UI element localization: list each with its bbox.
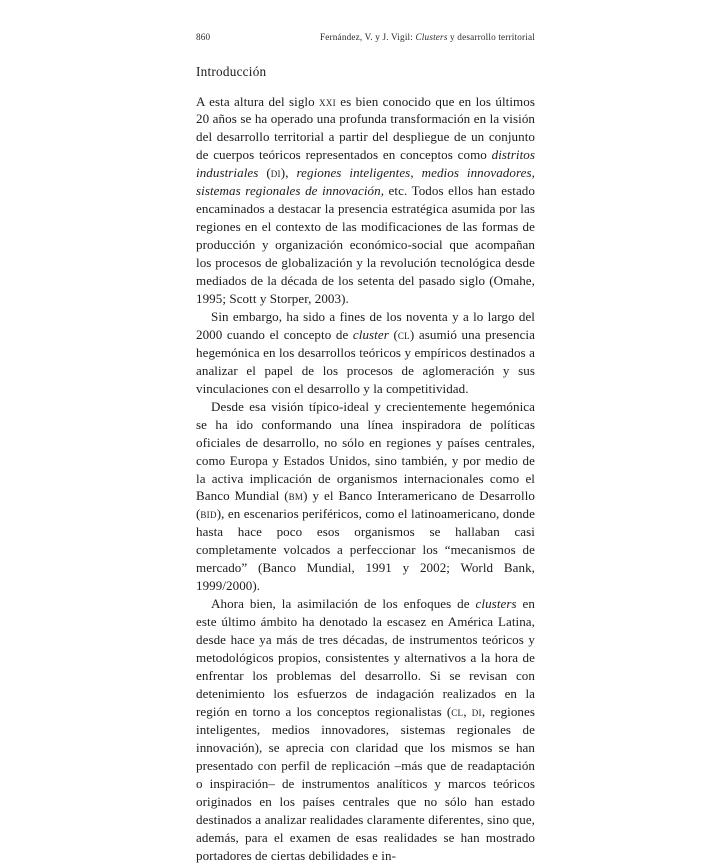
italic-term: regiones inteligentes, medios innovadores, sistemas regionales de innovación, <box>196 165 535 199</box>
italic-term: cluster <box>352 326 389 342</box>
italic-term: distritos industriales <box>196 147 535 181</box>
page-folio: 860 <box>196 32 211 42</box>
smallcaps-abbreviation: bm <box>288 488 304 504</box>
paragraph <box>196 93 535 308</box>
text-run: ), <box>280 165 297 181</box>
paragraph <box>196 595 535 864</box>
body-copy <box>196 93 535 865</box>
text-run: , <box>463 703 472 719</box>
text-run: Sin embargo, ha sido a fines de los noventa y a lo largo del 2000 cuando el concepto de <box>196 308 535 342</box>
text-run: ) asumió una presencia hegemónica en los desarrollos teóricos y empíricos destinados a analizar el papel de los procesos de aglomeración y sus vinculaciones con el desarrollo y la competitividad. <box>196 326 535 396</box>
running-head-title <box>320 32 535 42</box>
smallcaps-abbreviation: di <box>270 165 281 181</box>
text-run: etc. Todos ellos han estado encaminados a destacar la presencia estratégica asumida por las regiones en el contexto de las modificaciones de las formas de producción y organización económico-social que acompañan los procesos de globalización y la revolución tecnológica desde mediados de la década de los setenta del pasado siglo (Omahe, 1995; Scott y Storper, 2003). <box>196 183 535 306</box>
smallcaps-abbreviation: bid <box>200 506 217 522</box>
section-heading: Introducción <box>196 64 267 79</box>
smallcaps-abbreviation: di <box>471 703 482 719</box>
text-run: , regiones inteligentes, medios innovadores, sistemas regionales de innovación), se aprecia con claridad que los mismos se han presentado con perfil de replicación –más que de readaptación o inspiración– de instrumentos analíticos y marcos teóricos originados en los países centrales que no sólo han estado destinados a analizar realidades claramente diferentes, sino que, además, para el examen de esas realidades se han mostrado portadores de ciertas debilidades e in- <box>196 703 536 863</box>
text-run: ( <box>388 326 398 342</box>
text-run: Ahora bien, la asimilación de los enfoques de <box>211 596 476 612</box>
text-run: ( <box>258 165 271 181</box>
paragraph <box>196 398 535 595</box>
running-head-title-italic: Clusters <box>415 32 448 42</box>
text-run: Desde esa visión típico-ideal y crecientemente hegemónica se ha ido conformando una línea inspiradora de políticas oficiales de desarrollo, no sólo en regiones y países centrales, como Europa y Estados Unidos, sino también, y por medio de la activa implicación de organismos internacionales como el Banco Mundial ( <box>196 398 535 504</box>
text-run: es bien conocido que en los últimos 20 años se ha operado una profunda transformación en la visión del desarrollo territorial a partir del despliegue de un conjunto de cuerpos teóricos representados en conceptos como <box>196 93 535 163</box>
running-head-title-rest: y desarrollo territorial <box>447 32 535 42</box>
running-head-authors: Fernández, V. y J. Vigil: <box>320 32 414 42</box>
paragraph <box>196 308 535 398</box>
running-head <box>196 32 535 48</box>
italic-term: clusters <box>475 596 517 612</box>
text-run: A esta altura del siglo <box>196 93 320 109</box>
smallcaps-abbreviation: xxi <box>319 93 336 109</box>
text-run: en este último ámbito ha denotado la escasez en América Latina, desde hace ya más de tres décadas, de instrumentos teóricos y metodológicos propios, consistentes y alternativos a la hora de enfrentar los problemas del desarrollo. Si se revisan con detenimiento los esfuerzos de indagación realizados en la región en torno a los conceptos regionalistas ( <box>196 596 536 719</box>
smallcaps-abbreviation: cl <box>451 703 464 719</box>
text-run: ) y el Banco Interamericano de Desarrollo ( <box>196 488 535 522</box>
page-text-block <box>196 32 535 865</box>
smallcaps-abbreviation: cl <box>397 326 410 342</box>
text-run: ), en escenarios periféricos, como el latinoamericano, donde hasta hace poco esos organismos se hallaban casi completamente volcados a perfeccionar los “mecanismos de mercado” (Banco Mundial, 1991 y 2002; World Bank, 1999/2000). <box>196 506 535 594</box>
